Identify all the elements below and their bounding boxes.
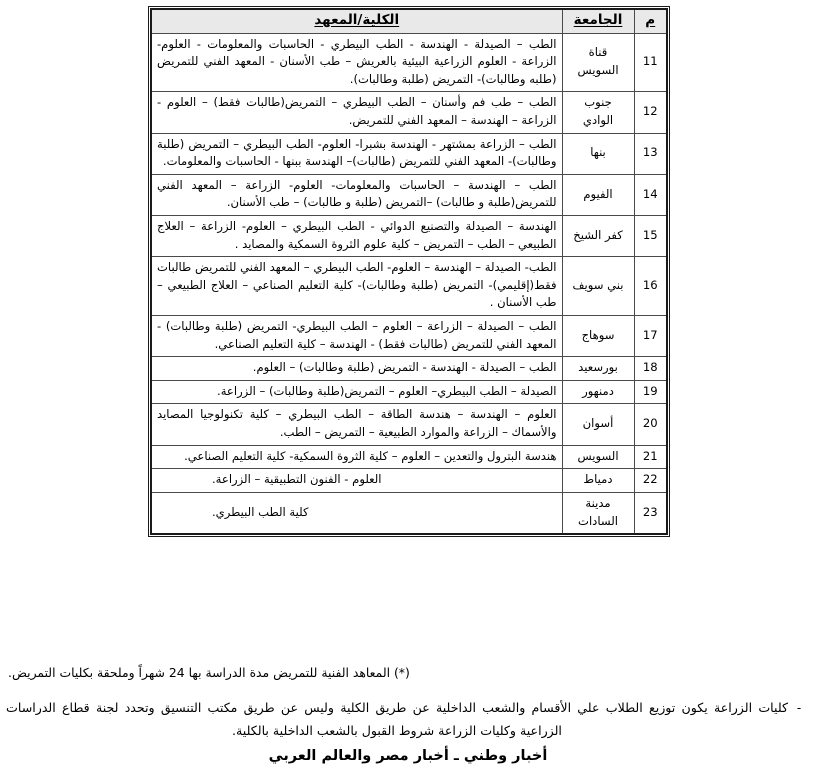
row-colleges: الصيدلة – الطب البيطري– العلوم – التمريض(طلبة وطالبات) – الزراعة. bbox=[151, 380, 562, 404]
row-colleges: الطب- الصيدلة – الهندسة – العلوم- الطب البيطري – المعهد الفني للتمريض طالبات فقط(إقليمي)- التمريض (طلبة وطالبات)- كلية التعليم الصناعي – العلاج الطبيعي – طب الأسنان . bbox=[151, 257, 562, 316]
row-colleges: هندسة البترول والتعدين – العلوم – كلية الثروة السمكية- كلية التعليم الصناعي. bbox=[151, 445, 562, 469]
row-university: بني سويف bbox=[562, 257, 634, 316]
row-number: 18 bbox=[634, 357, 667, 381]
column-header-college-label: الكلية/المعهد bbox=[314, 12, 400, 28]
table-row bbox=[151, 404, 667, 445]
table-row bbox=[151, 445, 667, 469]
table-body bbox=[151, 33, 667, 534]
table-row bbox=[151, 492, 667, 534]
column-header-university bbox=[562, 9, 634, 33]
table-row bbox=[151, 92, 667, 133]
row-university: دمنهور bbox=[562, 380, 634, 404]
row-university: مدينة السادات bbox=[562, 492, 634, 534]
row-number: 22 bbox=[634, 469, 667, 493]
table-header bbox=[151, 9, 667, 33]
table-row bbox=[151, 257, 667, 316]
table-row bbox=[151, 469, 667, 493]
row-university: دمياط bbox=[562, 469, 634, 493]
row-number: 15 bbox=[634, 216, 667, 257]
row-number: 21 bbox=[634, 445, 667, 469]
table-row bbox=[151, 33, 667, 92]
row-number: 16 bbox=[634, 257, 667, 316]
footer-brand: أخبار وطني ـ أخبار مصر والعالم العربي bbox=[268, 748, 548, 765]
column-header-number bbox=[634, 9, 667, 33]
notes-section bbox=[0, 664, 816, 764]
row-university: بورسعيد bbox=[562, 357, 634, 381]
row-number: 11 bbox=[634, 33, 667, 92]
row-colleges: العلوم - الفنون التطبيقية – الزراعة. bbox=[151, 469, 562, 493]
column-header-university-label: الجامعة bbox=[573, 12, 623, 28]
row-number: 17 bbox=[634, 316, 667, 357]
table-row bbox=[151, 357, 667, 381]
table-row bbox=[151, 380, 667, 404]
row-number: 13 bbox=[634, 133, 667, 174]
row-university: الفيوم bbox=[562, 174, 634, 215]
row-university: جنوب الوادي bbox=[562, 92, 634, 133]
table-header-row bbox=[151, 9, 667, 33]
row-university: السويس bbox=[562, 445, 634, 469]
row-colleges: الطب – الصيدلة - الهندسة - التمريض (طلبة وطالبات) – العلوم. bbox=[151, 357, 562, 381]
row-university: بنها bbox=[562, 133, 634, 174]
row-university: أسوان bbox=[562, 404, 634, 445]
row-colleges: الطب – الهندسة – الحاسبات والمعلومات- العلوم- الزراعة – المعهد الفني للتمريض(طلبة و طالبات) –التمريض (طلبة و طالبات) – طب الأسنان. bbox=[151, 174, 562, 215]
note-agriculture-colleges-text: كليات الزراعة يكون توزيع الطلاب علي الأقسام والشعب الداخلية عن طريق الكلية وليس عن طريق مكتب التنسيق وتحدد لجنة قطاع الدراسات الزراعية وكليات الزراعة شروط القبول بالشعب الداخلية بالكلية. bbox=[6, 699, 788, 738]
row-colleges: العلوم – الهندسة – هندسة الطاقة – الطب البيطري – كلية تكنولوجيا المصايد والأسماك – الزراعة والموارد الطبيعية – التمريض – الطب. bbox=[151, 404, 562, 445]
row-number: 19 bbox=[634, 380, 667, 404]
table-row bbox=[151, 316, 667, 357]
row-number: 20 bbox=[634, 404, 667, 445]
row-number: 14 bbox=[634, 174, 667, 215]
row-colleges: الطب – الزراعة بمشتهر - الهندسة بشبرا- العلوم- الطب البيطري – التمريض (طلبة وطالبات)- المعهد الفني للتمريض (طالبات)– الهندسة ببنها - الحاسبات والمعلومات. bbox=[151, 133, 562, 174]
row-university: سوهاج bbox=[562, 316, 634, 357]
note-nursing-institutes: (*) المعاهد الفنية للتمريض مدة الدراسة بها 24 شهراً وملحقة بكليات التمريض. bbox=[8, 665, 410, 680]
column-header-number-label: م bbox=[645, 12, 656, 28]
row-colleges: كلية الطب البيطري. bbox=[151, 492, 562, 534]
row-colleges: الطب – الصيدلة - الهندسة - الطب البيطري - الحاسبات والمعلومات - العلوم- الزراعة - العلوم الزراعية البيئية بالعريش – طب الأسنان - المعهد الفني للتمريض (طلبه وطالبات)- التمريض (طلبة وطالبات). bbox=[151, 33, 562, 92]
row-colleges: الهندسة – الصيدلة والتصنيع الدوائي - الطب البيطري – العلوم- الزراعة – العلاج الطبيعي – الطب – التمريض – كلية علوم الثروة السمكية والمصايد . bbox=[151, 216, 562, 257]
table-row bbox=[151, 174, 667, 215]
row-university: قناة السويس bbox=[562, 33, 634, 92]
dash-bullet-icon: - bbox=[796, 700, 802, 715]
row-university: كفر الشيخ bbox=[562, 216, 634, 257]
row-number: 23 bbox=[634, 492, 667, 534]
table-row bbox=[151, 216, 667, 257]
universities-table-container bbox=[152, 8, 668, 535]
table-row bbox=[151, 133, 667, 174]
row-colleges: الطب – طب فم وأسنان – الطب البيطري – التمريض(طالبات فقط) – العلوم - الزراعة – الهندسة – المعهد الفني للتمريض. bbox=[151, 92, 562, 133]
row-number: 12 bbox=[634, 92, 667, 133]
row-colleges: الطب – الصيدلة – الزراعة – العلوم – الطب البيطري- التمريض (طلبة وطالبات) - المعهد الفني للتمريض (طالبات فقط) - الهندسة – كلية التعليم الصناعي. bbox=[151, 316, 562, 357]
note-agriculture-colleges bbox=[0, 696, 816, 743]
universities-colleges-table bbox=[150, 8, 668, 535]
column-header-college bbox=[151, 9, 562, 33]
